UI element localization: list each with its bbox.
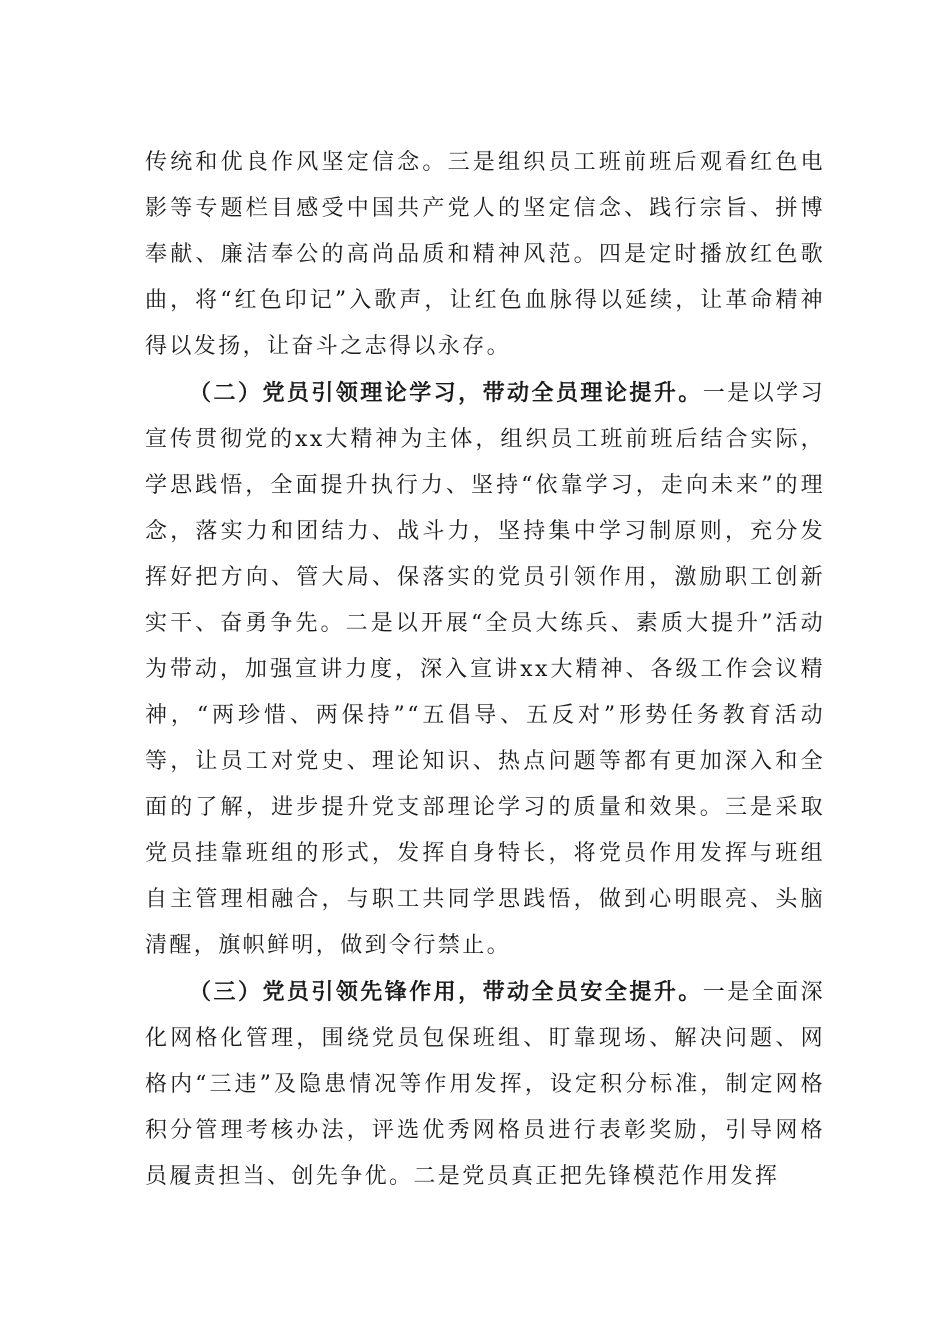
section-heading: （三）党员引领先锋作用，带动全员安全提升。: [189, 979, 703, 1005]
paragraph-continued: [145, 140, 825, 370]
paragraph-text: 一是全面深化网格化管理，围绕党员包保班组、盯靠现场、解决问题、网格内“三违”及隐患情况等作用发挥，设定积分标准，制定网格积分管理考核办法，评选优秀网格员进行表彰奖励，引导网格员履责担当、创先争优。二是党员真正把先锋模范作用发挥: [145, 980, 825, 1189]
document-body: [145, 140, 825, 1200]
paragraph-section-three: [145, 969, 825, 1200]
paragraph-text: 一是以学习宣传贯彻党的xx大精神为主体，组织员工班前班后结合实际，学思践悟，全面提升执行力、坚持“依靠学习，走向未来”的理念，落实力和团结力、战斗力，坚持集中学习制原则，充分发挥好把方向、管大局、保落实的党员引领作用，激励职工创新实干、奋勇争先。二是以开展“全员大练兵、素质大提升”活动为带动，加强宣讲力度，深入宣讲xx大精神、各级工作会议精神，“两珍惜、两保持”“五倡导、五反对”形势任务教育活动等，让员工对党史、理论知识、热点问题等都有更加深入和全面的了解，进步提升党支部理论学习的质量和效果。三是采取党员挂靠班组的形式，发挥自身特长，将党员作用发挥与班组自主管理相融合，与职工共同学思践悟，做到心明眼亮、头脑清醒，旗帜鲜明，做到令行禁止。: [145, 381, 825, 958]
paragraph-text: 传统和优良作风坚定信念。三是组织员工班前班后观看红色电影等专题栏目感受中国共产党人的坚定信念、践行宗旨、拼博奉献、廉洁奉公的高尚品质和精神风范。四是定时播放红色歌曲，将“红色印记”入歌声，让红色血脉得以延续，让革命精神得以发扬，让奋斗之志得以永存。: [145, 150, 825, 359]
paragraph-section-two: [145, 370, 825, 969]
section-heading: （二）党员引领理论学习，带动全员理论提升。: [189, 380, 703, 406]
